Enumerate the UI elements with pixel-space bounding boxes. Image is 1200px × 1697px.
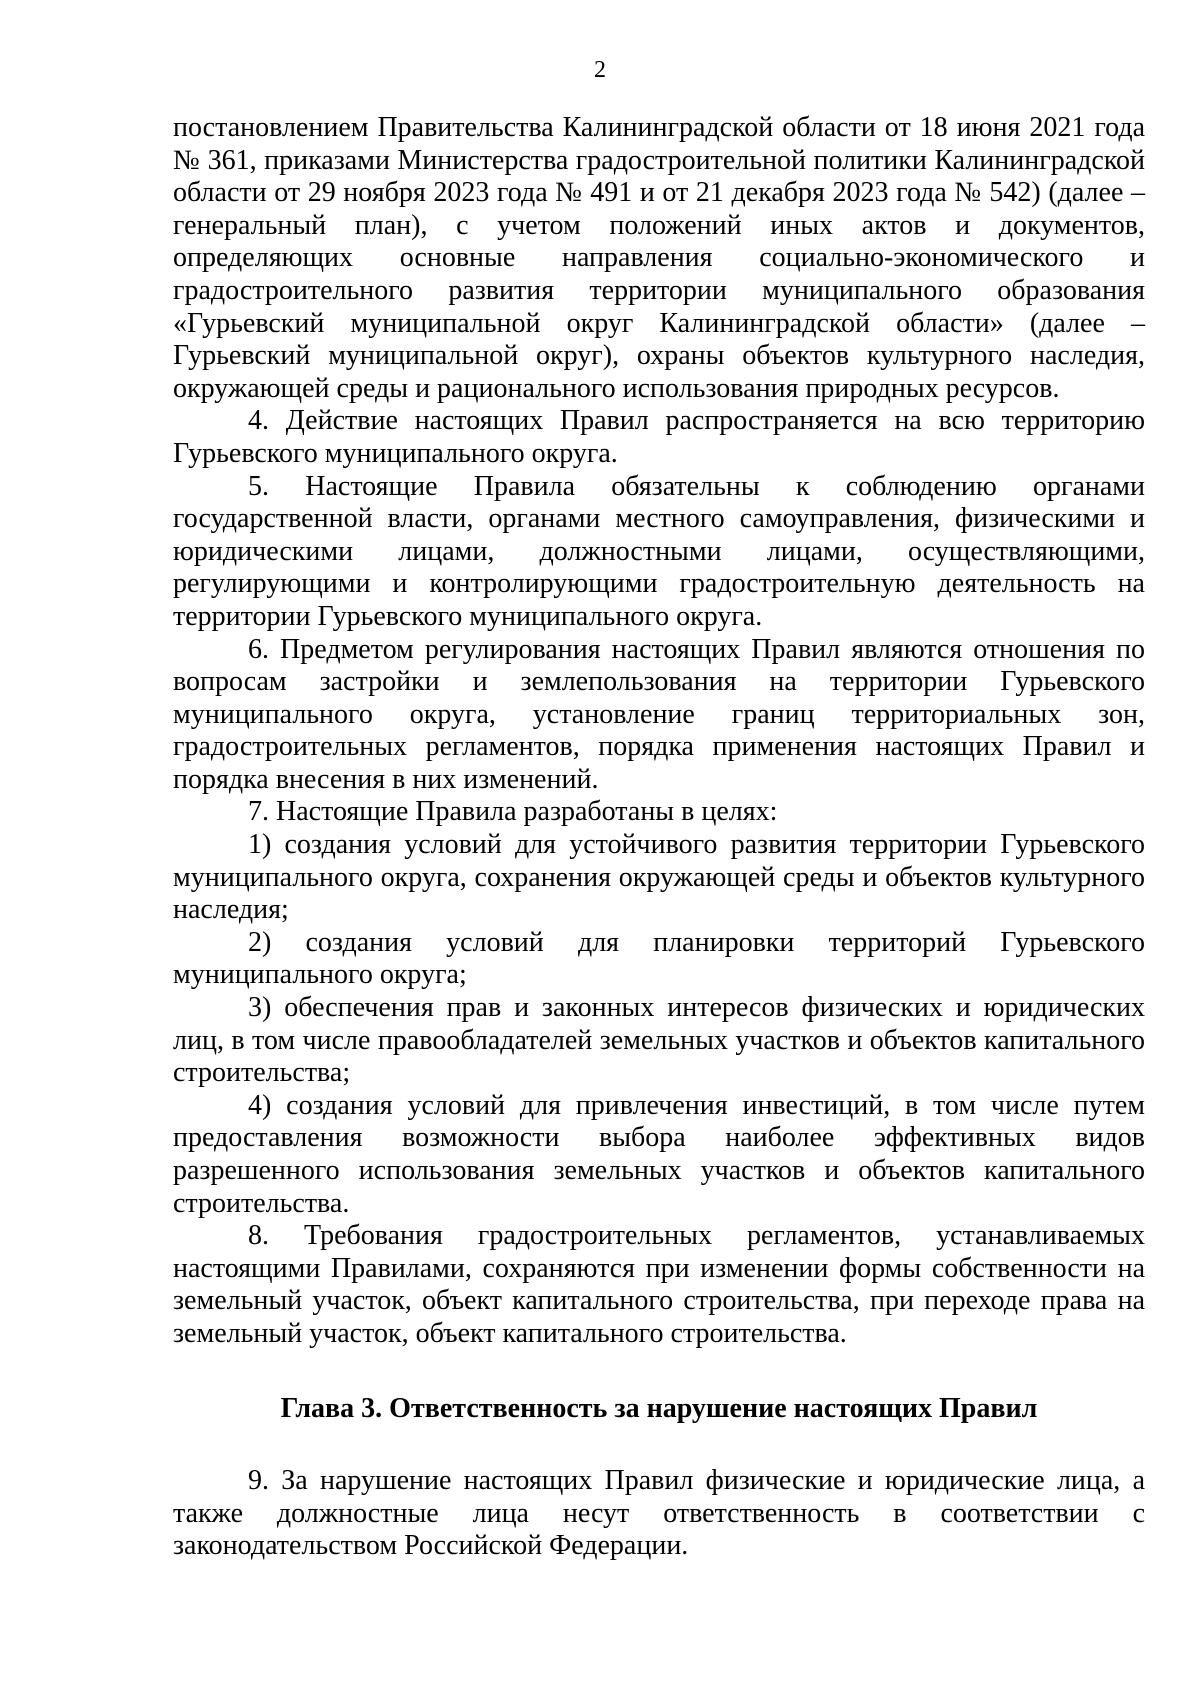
paragraph: 6. Предметом регулирования настоящих Правил являются отношения по вопросам застройки и землепользования на территории Гурьевского муниципального округа, установление границ территориальных зон, градостроительных регламентов, порядка применения настоящих Правил и порядка внесения в них изменений. xyxy=(173,633,1145,795)
paragraphs-before xyxy=(173,112,1145,1351)
paragraph: 9. За нарушение настоящих Правил физические и юридические лица, а также должностные лица несут ответственность в соответствии с законодательством Российской Федерации. xyxy=(173,1465,1145,1562)
list-item: 4) создания условий для привлечения инвестиций, в том числе путем предоставления возможности выбора наиболее эффективных видов разрешенного использования земельных участков и объектов капитального строительства. xyxy=(173,1089,1145,1219)
paragraphs-after xyxy=(173,1465,1145,1563)
chapter-title: Глава 3. Ответственность за нарушение настоящих Правил xyxy=(280,1392,1038,1424)
paragraph: постановлением Правительства Калининградской области от 18 июня 2021 года № 361, приказами Министерства градостроительной политики Калининградской области от 29 ноября 2023 года № 491 и от 21 декабря 2023 года № 542) (далее – генеральный план), с учетом положений иных актов и документов, определяющих основные направления социально-экономического и градостроительного развития территории муниципального образования «Гурьевский муниципальной округ Калининградской области» (далее – Гурьевский муниципальной округ), охраны объектов культурного наследия, окружающей среды и рационального использования природных ресурсов. xyxy=(173,112,1145,404)
paragraph: 5. Настоящие Правила обязательны к соблюдению органами государственной власти, органами местного самоуправления, физическими и юридическими лицами, должностными лицами, осуществляющими, регулирующими и контролирующими градостроительную деятельность на территории Гурьевского муниципального округа. xyxy=(173,470,1145,632)
page-number: 2 xyxy=(594,57,606,83)
list-item: 3) обеспечения прав и законных интересов физических и юридических лиц, в том числе правообладателей земельных участков и объектов капитального строительства; xyxy=(173,992,1145,1089)
paragraph: 4. Действие настоящих Правил распространяется на всю территорию Гурьевского муниципального округа. xyxy=(173,405,1145,469)
paragraph: 7. Настоящие Правила разработаны в целях: xyxy=(248,796,778,828)
paragraph: 8. Требования градостроительных регламентов, устанавливаемых настоящими Правилами, сохраняются при изменении формы собственности на земельный участок, объект капитального строительства, при переходе права на земельный участок, объект капитального строительства. xyxy=(173,1220,1145,1349)
list-item: 1) создания условий для устойчивого развития территории Гурьевского муниципального округа, сохранения окружающей среды и объектов культурного наследия; xyxy=(173,829,1145,926)
list-item: 2) создания условий для планировки территорий Гурьевского муниципального округа; xyxy=(173,926,1145,991)
document-body xyxy=(173,112,1145,1563)
